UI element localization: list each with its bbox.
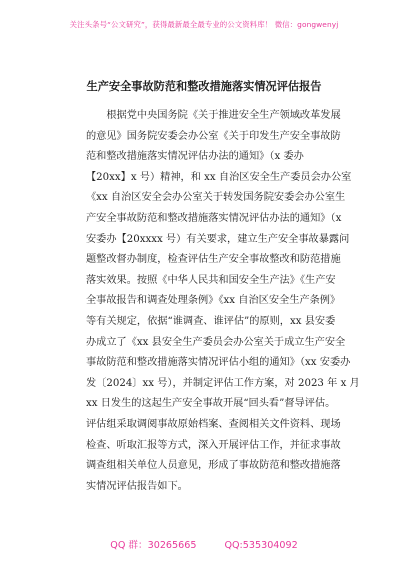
footer-contact: [0, 537, 408, 551]
footer-qq: QQ:535304092: [224, 540, 298, 551]
body-line: 安委办【20xxxx 号）有关要求，建立生产安全事故暴露问: [86, 233, 350, 245]
body-line: xx 日发生的这起生产安全事故开展“回头看”督导评估。: [86, 398, 336, 410]
body-line: 全事故报告和调查处理条例》《xx 自治区安全生产条例》: [86, 295, 341, 307]
document-body: [86, 106, 360, 497]
body-line: 评估组采取调阅事故原始档案、查阅相关文件资料、现场: [86, 418, 341, 430]
footer-qq-group: QQ 群：30265665: [110, 540, 197, 551]
body-line: 《xx 自治区安全会办公室关于转发国务院安委会办公室生: [86, 192, 346, 204]
body-line: 实情况评估报告如下。: [86, 480, 188, 492]
body-line: 调查组相关单位人员意见，形成了事故防范和整改措施落: [86, 460, 341, 472]
body-line: 的意见》国务院安委会办公室《关于印发生产安全事故防: [86, 130, 341, 142]
body-line: 范和整改措施落实情况评估办法的通知》（x 委办: [86, 151, 304, 163]
body-line: 事故防范和整改措施落实情况评估小组的通知》（xx 安委办: [86, 357, 351, 369]
body-line: 根据党中央国务院《关于推进安全生产领域改革发展: [86, 110, 341, 121]
document-title: 生产安全事故防范和整改措施落实情况评估报告: [86, 80, 322, 93]
body-line: 产安全事故防范和整改措施落实情况评估办法的通知》（x: [86, 212, 342, 224]
body-line: 落实效果。按照《中华人民共和国安全生产法》《生产安: [86, 274, 336, 286]
body-line: 办成立了《xx 县安全生产委员会办公室关于成立生产安全: [86, 336, 346, 348]
body-line: 等有关规定，依据“谁调查、谁评估”的原则，xx 县安委: [86, 315, 336, 327]
body-line: 发〔2024〕xx 号），并制定评估工作方案，对 2023 年 x 月: [86, 377, 360, 389]
body-line: 题整改督办制度，检查评估生产安全事故整改和防范措施: [86, 254, 341, 266]
header-promo-text: 关注头条号“公文研究”，获得最新最全最专业的公文资料库！ 微信：gongwenyj: [69, 20, 339, 29]
body-line: 【20xx】x 号）精神，和 xx 自治区安全生产委员会办公室: [86, 171, 352, 183]
body-line: 检查、听取汇报等方式，深入开展评估工作，并征求事故: [86, 439, 341, 451]
